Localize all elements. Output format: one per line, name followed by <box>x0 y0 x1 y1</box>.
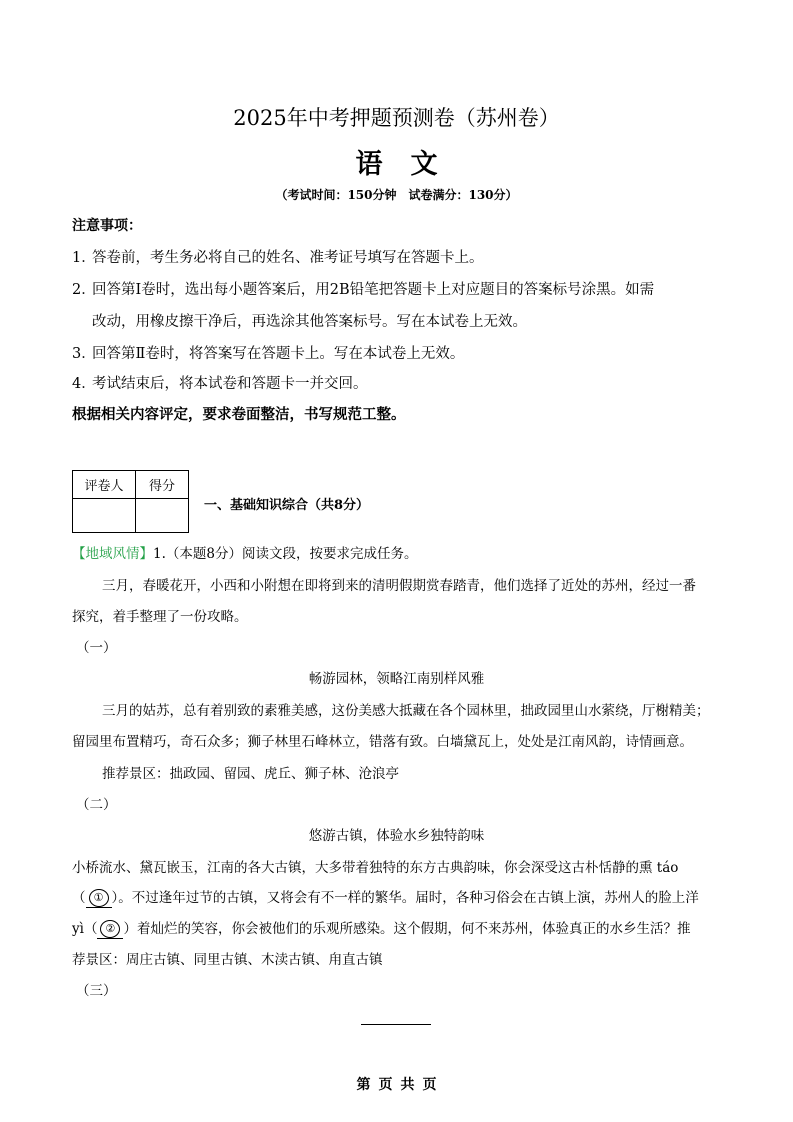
notice-text: 回答第Ⅱ卷时，将答案写在答题卡上。写在本试卷上无效。 <box>92 346 465 362</box>
score-table-cell-grader <box>73 499 136 533</box>
part2-line2: （ ① ）。不过逢年过节的古镇，又将会有不一样的繁华。届时，各种习俗会在古镇上演，苏州人的脸上洋 <box>72 890 699 906</box>
notice-text: 考试结束后，将本试卷和答题卡一并交回。 <box>92 376 368 392</box>
question-text: 1.（本题8分）阅读文段，按要求完成任务。 <box>153 546 418 562</box>
question-tag: 【地域风情】 <box>72 546 153 562</box>
notice-item-2 <box>72 278 654 299</box>
score-table <box>72 470 189 533</box>
part2-label: （二） <box>76 797 117 813</box>
part1-line2: 留园里布置精巧，奇石众多；狮子林里石峰林立，错落有致。白墙黛瓦上，处处是江南风韵，诗情画意。 <box>72 734 693 750</box>
section-1-title: 一、基础知识综合（共8分） <box>204 498 370 513</box>
part2-heading: 悠游古镇，体验水乡独特韵味 <box>308 828 485 844</box>
subject-title: 语文 <box>355 149 466 180</box>
score-table-header-grader: 评卷人 <box>73 471 136 499</box>
notice-num: 1． <box>72 250 96 266</box>
exam-time-info: （考试时间：150分钟 试卷满分：130分） <box>275 188 518 202</box>
notice-item-1 <box>72 246 484 267</box>
notice-num: 3． <box>72 346 96 362</box>
notice-heading: 注意事项： <box>72 218 142 234</box>
part2-line3: yì（ ② ）着灿烂的笑容，你会被他们的乐观所感染。这个假期，何不来苏州，体验真正的水乡生活？推 <box>72 921 691 937</box>
part3-label: （三） <box>76 983 117 999</box>
para1-line1: 三月，春暖花开，小西和小附想在即将到来的清明假期赏春踏青，他们选择了近处的苏州，经过一番 <box>102 578 696 594</box>
part1-recommend: 推荐景区：拙政园、留园、虎丘、狮子林、沧浪亭 <box>102 766 399 782</box>
part1-line1: 三月的姑苏，总有着别致的素雅美感，这份美感大抵藏在各个园林里，拙政园里山水萦绕，厅榭精美； <box>102 703 710 719</box>
notice-item-3 <box>72 342 464 363</box>
notice-text: 回答第Ⅰ卷时，选出每小题答案后，用2B铅笔把答题卡上对应题目的答案标号涂黑。如需 <box>92 282 655 298</box>
notice-item-4 <box>72 372 368 393</box>
part2-line4: 荐景区：周庄古镇、同里古镇、木渎古镇、甪直古镇 <box>72 952 383 968</box>
score-table-cell-score <box>136 499 189 533</box>
blank-2: ② <box>97 920 123 939</box>
notice-bold-line: 根据相关内容评定，要求卷面整洁，书写规范工整。 <box>72 406 406 423</box>
blank-1: ① <box>86 889 112 908</box>
part1-heading: 畅游园林，领略江南别样风雅 <box>308 671 485 687</box>
page-title: 2025年中考押题预测卷（苏州卷） <box>233 106 560 130</box>
notice-num: 4． <box>72 376 96 392</box>
score-table-header-score: 得分 <box>136 471 189 499</box>
question-1-intro <box>72 542 417 562</box>
footer-divider <box>361 1024 431 1025</box>
page-footer: 第 页 共 页 <box>356 1077 437 1093</box>
part2-line1: 小桥流水、黛瓦嵌玉，江南的各大古镇，大多带着独特的东方古典韵味，你会深受这古朴恬静的熏 táo <box>72 860 679 876</box>
notice-item-2-cont: 改动，用橡皮擦干净后，再选涂其他答案标号。写在本试卷上无效。 <box>92 314 527 330</box>
part1-label: （一） <box>76 640 117 656</box>
para1-line2: 探究，着手整理了一份攻略。 <box>72 609 248 625</box>
notice-text: 答卷前，考生务必将自己的姓名、准考证号填写在答题卡上。 <box>92 250 484 266</box>
notice-num: 2． <box>72 282 96 298</box>
